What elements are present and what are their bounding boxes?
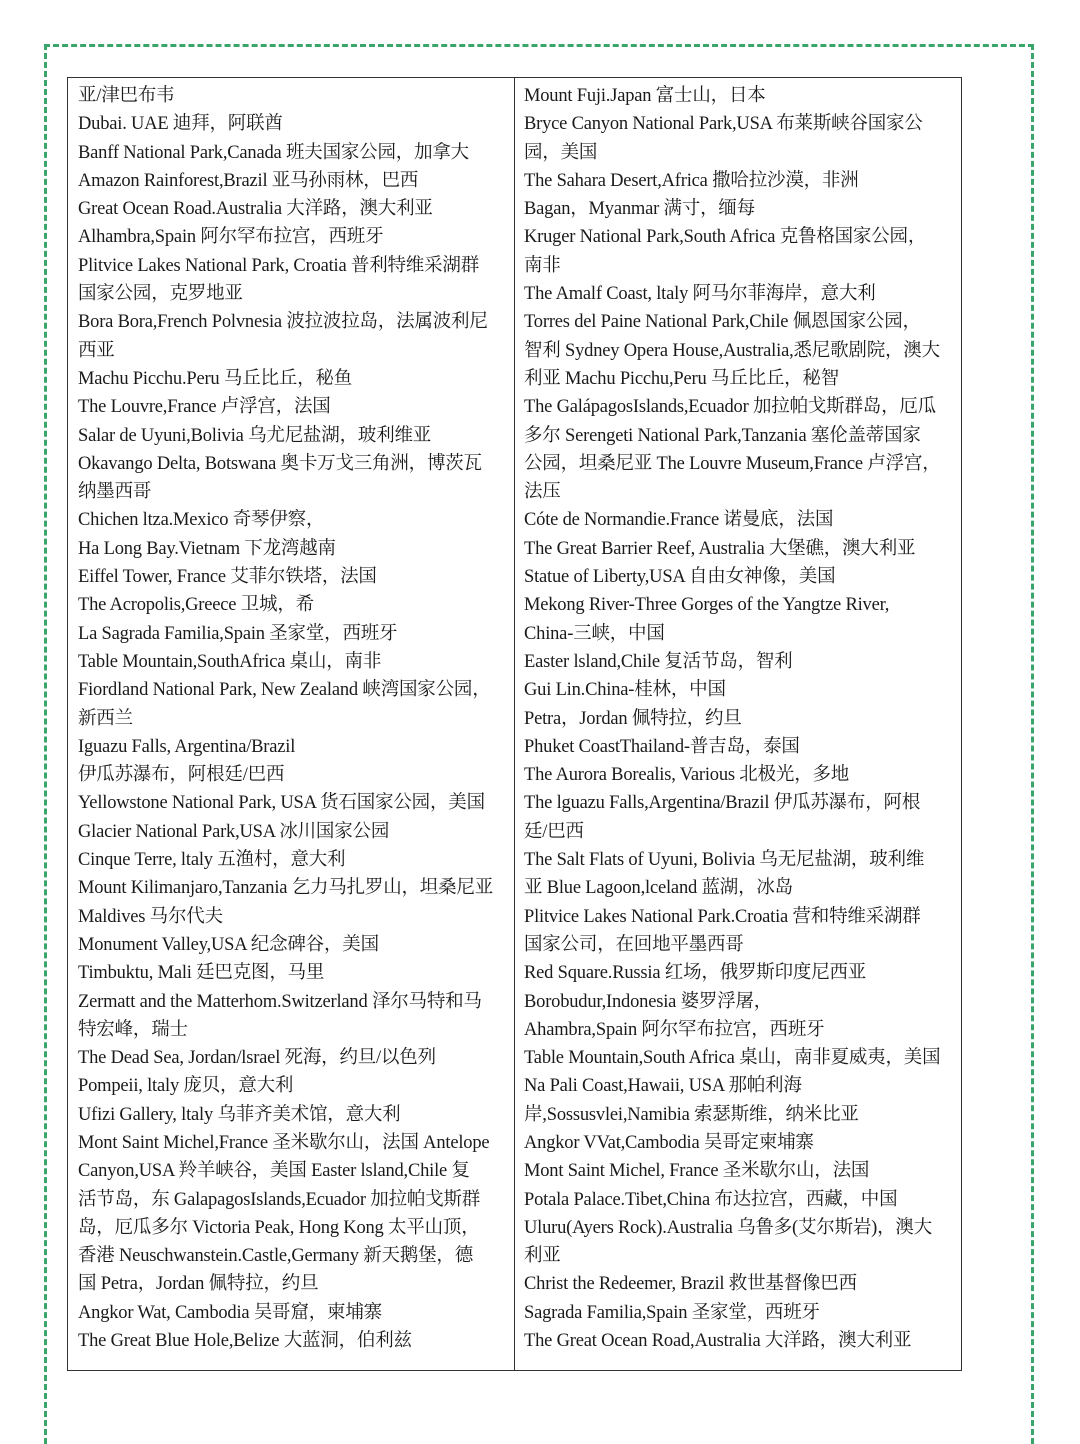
table-line: Easter lsland,Chile 复活节岛，智利 — [524, 651, 793, 672]
table-line: The Acropolis,Greece 卫城，希 — [78, 595, 314, 616]
table-line: The Sahara Desert,Africa 撒哈拉沙漠，非洲 — [524, 170, 859, 191]
table-line: 活节岛，东 GalapagosIslands,Ecuador 加拉帕戈斯群 — [78, 1189, 481, 1210]
table-line: 南非 — [524, 255, 561, 276]
table-line: Yellowstone National Park, USA 货石国家公园，美国 — [78, 793, 485, 814]
table-line: 亚 Blue Lagoon,lceland 蓝湖，冰岛 — [524, 878, 793, 899]
table-line: Dubai. UAE 迪拜，阿联酋 — [78, 114, 283, 135]
table-line: 廷/巴西 — [524, 821, 584, 842]
table-line: 岛，厄瓜多尔 Victoria Peak, Hong Kong 太平山顶， — [78, 1217, 480, 1238]
table-line: 新西兰 — [78, 708, 133, 729]
table-line: Zermatt and the Matterhom.Switzerland 泽尔马特和马 — [78, 991, 482, 1012]
table-line: Okavango Delta, Botswana 奥卡万戈三角洲，博茨瓦 — [78, 453, 482, 474]
table-line: Mekong River-Three Gorges of the Yangtze River, — [524, 595, 890, 616]
table-line: Angkor Wat, Cambodia 吴哥窟，柬埔寨 — [78, 1302, 382, 1323]
table-line: 亚/津巴布韦 — [78, 86, 175, 106]
table-line: 纳墨西哥 — [78, 482, 152, 503]
table-line: Na Pali Coast,Hawaii, USA 那帕利海 — [524, 1076, 802, 1097]
table-line: Chichen ltza.Mexico 奇琴伊察， — [78, 510, 325, 531]
table-line: The Salt Flats of Uyuni, Bolivia 乌无尼盐湖，玻利维 — [524, 850, 925, 871]
table-line: Uluru(Ayers Rock).Australia 乌鲁多(艾尔斯岩)，澳大 — [524, 1217, 933, 1238]
table-line: Mont Saint Michel, France 圣米歇尔山，法国 — [524, 1161, 870, 1182]
table-line: Mont Saint Michel,France 圣米歇尔山，法国 Antelope — [78, 1132, 490, 1153]
table-line: Monument Valley,USA 纪念碑谷，美国 — [78, 934, 379, 955]
left-column — [68, 78, 515, 1370]
table-line: 公园，坦桑尼亚 The Louvre Museum,France 卢浮宫， — [524, 453, 941, 474]
table-line: Ahambra,Spain 阿尔罕布拉宫，西班牙 — [524, 1019, 825, 1040]
table-line: The lguazu Falls,Argentina/Brazil 伊瓜苏瀑布，阿根 — [524, 793, 921, 814]
table-line: 法压 — [524, 482, 561, 503]
table-line: Bryce Canyon National Park,USA 布莱斯峡谷国家公 — [524, 114, 923, 135]
table-line: 多尔 Serengeti National Park,Tanzania 塞伦盖蒂国家 — [524, 425, 921, 446]
table-line: Angkor VVat,Cambodia 吴哥定柬埔寨 — [524, 1132, 814, 1153]
table-line: Red Square.Russia 红场，俄罗斯印度尼西亚 — [524, 963, 867, 984]
table-line: Alhambra,Spain 阿尔罕布拉宫，西班牙 — [78, 227, 384, 248]
table-line: Petra，Jordan 佩特拉，约旦 — [524, 708, 742, 729]
table-line: 国 Petra，Jordan 佩特拉，约旦 — [78, 1274, 319, 1295]
table-line: Amazon Rainforest,Brazil 亚马孙雨林，巴西 — [78, 170, 419, 191]
table-line: The Great Blue Hole,Belize 大蓝洞，伯利兹 — [78, 1331, 412, 1352]
table-line: Ufizi Gallery, ltaly 乌菲齐美术馆，意大利 — [78, 1104, 401, 1125]
table-line: Cinque Terre, ltaly 五渔村，意大利 — [78, 850, 346, 871]
table-line: 利亚 — [524, 1246, 561, 1267]
table-line: 国家公园，克罗地亚 — [78, 284, 243, 305]
table-line: Kruger National Park,South Africa 克鲁格国家公园， — [524, 227, 927, 248]
table-line: 西亚 — [78, 340, 115, 361]
table-line: 智利 Sydney Opera House,Australia,悉尼歌剧院，澳大 — [524, 340, 940, 361]
table-line: 香港 Neuschwanstein.Castle,Germany 新天鹅堡，德 — [78, 1246, 474, 1267]
table-line: Table Mountain,SouthAfrica 桌山，南非 — [78, 651, 382, 672]
table-line: Glacier National Park,USA 冰川国家公园 — [78, 821, 390, 842]
destinations-table — [67, 77, 962, 1371]
table-line: The Amalf Coast, ltaly 阿马尔菲海岸，意大利 — [524, 284, 876, 305]
table-line: The Louvre,France 卢浮宫，法国 — [78, 397, 331, 418]
table-line: Sagrada Familia,Spain 圣家堂，西班牙 — [524, 1302, 820, 1323]
table-line: Canyon,USA 羚羊峡谷，美国 Easter lsland,Chile 复 — [78, 1161, 470, 1182]
table-line: 利亚 Machu Picchu,Peru 马丘比丘，秘智 — [524, 368, 840, 389]
table-line: Fiordland National Park, New Zealand 峡湾国家公园， — [78, 680, 491, 701]
table-line: Torres del Paine National Park,Chile 佩恩国家公园， — [524, 312, 921, 333]
table-line: Maldives 马尔代夫 — [78, 906, 223, 927]
table-line: Statue of Liberty,USA 自由女神像，美国 — [524, 567, 836, 588]
table-line: Iguazu Falls, Argentina/Brazil — [78, 736, 296, 757]
table-line: The Great Barrier Reef, Australia 大堡礁，澳大利亚 — [524, 538, 916, 559]
table-line: Gui Lin.China-桂林，中国 — [524, 680, 726, 701]
table-line: Christ the Redeemer, Brazil 救世基督像巴西 — [524, 1274, 857, 1295]
table-line: Machu Picchu.Peru 马丘比丘，秘鱼 — [78, 368, 353, 389]
table-line: Mount Kilimanjaro,Tanzania 乞力马扎罗山，坦桑尼亚 — [78, 878, 494, 899]
right-column — [515, 78, 961, 1370]
table-line: Bora Bora,French Polvnesia 波拉波拉岛，法属波利尼 — [78, 312, 488, 333]
table-line: Plitvice Lakes National Park.Croatia 营和特维采湖群 — [524, 906, 921, 927]
table-line: 岸,Sossusvlei,Namibia 索瑟斯维，纳米比亚 — [524, 1104, 859, 1125]
table-line: Eiffel Tower, France 艾菲尔铁塔，法国 — [78, 567, 377, 588]
table-line: The Great Ocean Road,Australia 大洋路，澳大利亚 — [524, 1331, 912, 1352]
table-line: Ha Long Bay.Vietnam 下龙湾越南 — [78, 538, 336, 559]
table-line: Potala Palace.Tibet,China 布达拉宫，西藏，中国 — [524, 1189, 898, 1210]
table-line: Table Mountain,South Africa 桌山，南非夏威夷，美国 — [524, 1048, 941, 1069]
table-line: China-三峡，中国 — [524, 623, 665, 644]
table-line: 特宏峰，瑞士 — [78, 1019, 188, 1040]
table-line: 园，美国 — [524, 142, 598, 163]
table-line: 伊瓜苏瀑布，阿根廷/巴西 — [78, 765, 285, 786]
table-line: Timbuktu, Mali 廷巴克图，马里 — [78, 963, 325, 984]
table-line: Banff National Park,Canada 班夫国家公园，加拿大 — [78, 142, 469, 163]
table-line: The Dead Sea, Jordan/lsrael 死海，约旦/以色列 — [78, 1048, 436, 1069]
table-line: Cóte de Normandie.France 诺曼底，法国 — [524, 510, 834, 531]
table-line: 国家公司，在回地平墨西哥 — [524, 934, 744, 955]
table-line: Mount Fuji.Japan 富士山，日本 — [524, 86, 766, 106]
table-line: Bagan，Myanmar 满寸，缅每 — [524, 199, 756, 220]
table-line: Salar de Uyuni,Bolivia 乌尤尼盐湖，玻利维亚 — [78, 425, 432, 446]
table-line: La Sagrada Familia,Spain 圣家堂，西班牙 — [78, 623, 398, 644]
table-line: Borobudur,Indonesia 婆罗浮屠， — [524, 991, 773, 1012]
table-line: Phuket CoastThailand-普吉岛，泰国 — [524, 736, 800, 757]
table-line: Great Ocean Road.Australia 大洋路，澳大利亚 — [78, 199, 433, 220]
table-line: The Aurora Borealis, Various 北极光，多地 — [524, 765, 850, 786]
table-line: Pompeii, ltaly 庞贝，意大利 — [78, 1076, 294, 1097]
table-line: The GalápagosIslands,Ecuador 加拉帕戈斯群岛，厄瓜 — [524, 397, 936, 418]
table-line: Plitvice Lakes National Park, Croatia 普利特维采湖群 — [78, 255, 480, 276]
